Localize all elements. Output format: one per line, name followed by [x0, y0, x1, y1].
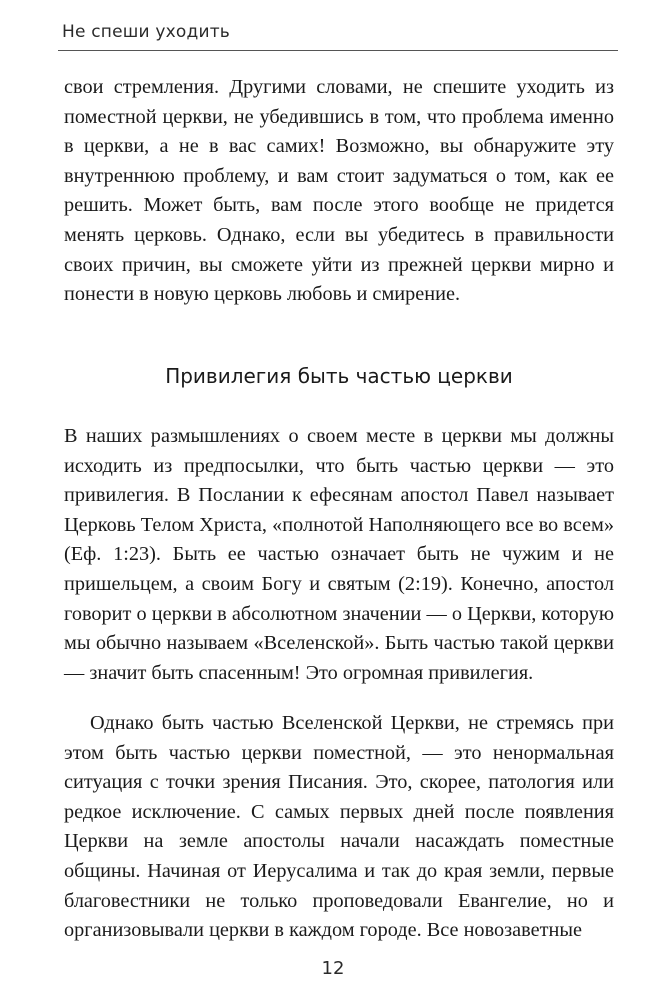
- running-head-title: Не спеши уходить: [62, 22, 231, 42]
- page-number: 12: [321, 958, 345, 979]
- header-divider: [58, 50, 618, 51]
- section-heading: Привилегия быть частью церкви: [165, 364, 513, 388]
- body-paragraph: В наших размышлениях о своем месте в церкви мы должны исходить из предпосылки, что быть частью церкви — это привилегия. В Послании к ефесянам апостол Павел называет Церковь Телом Христа, «полнотой Наполняющего все во всем» (Еф. 1:23). Быть ее частью означает быть не чужим и не пришельцем, а своим Богу и святым (2:19). Конечно, апостол говорит о церкви в абсолютном значении — о Церкви, которую мы обычно называем «Вселенской». Быть частью такой церкви — значит быть спасенным! Это огромная привилегия.: [64, 425, 614, 684]
- body-paragraph: Однако быть частью Вселенской Церкви, не стремясь при этом быть частью церкви поместной, — это ненормальная ситуация с точки зрения Писания. Это, скорее, патология или редкое исключение. С самых первых дней после появления Церкви на земле апостолы начали насаждать поместные общины. Начиная от Иерусалима и так до края земли, первые благовестники не только проповедовали Евангелие, но и организовывали церкви в каждом городе. Все новозаветные: [64, 712, 614, 942]
- body-paragraph: свои стремления. Другими словами, не спешите уходить из поместной церкви, не убедившись в том, что проблема именно в церкви, а не в вас самих! Возможно, вы обнаружите эту внутреннюю проблему, и вам стоит задуматься о том, как ее решить. Может быть, вам после этого вообще не придется менять церковь. Однако, если вы убедитесь в правильности своих причин, вы сможете уйти из прежней церкви мирно и понести в новую церковь любовь и смирение.: [64, 76, 614, 306]
